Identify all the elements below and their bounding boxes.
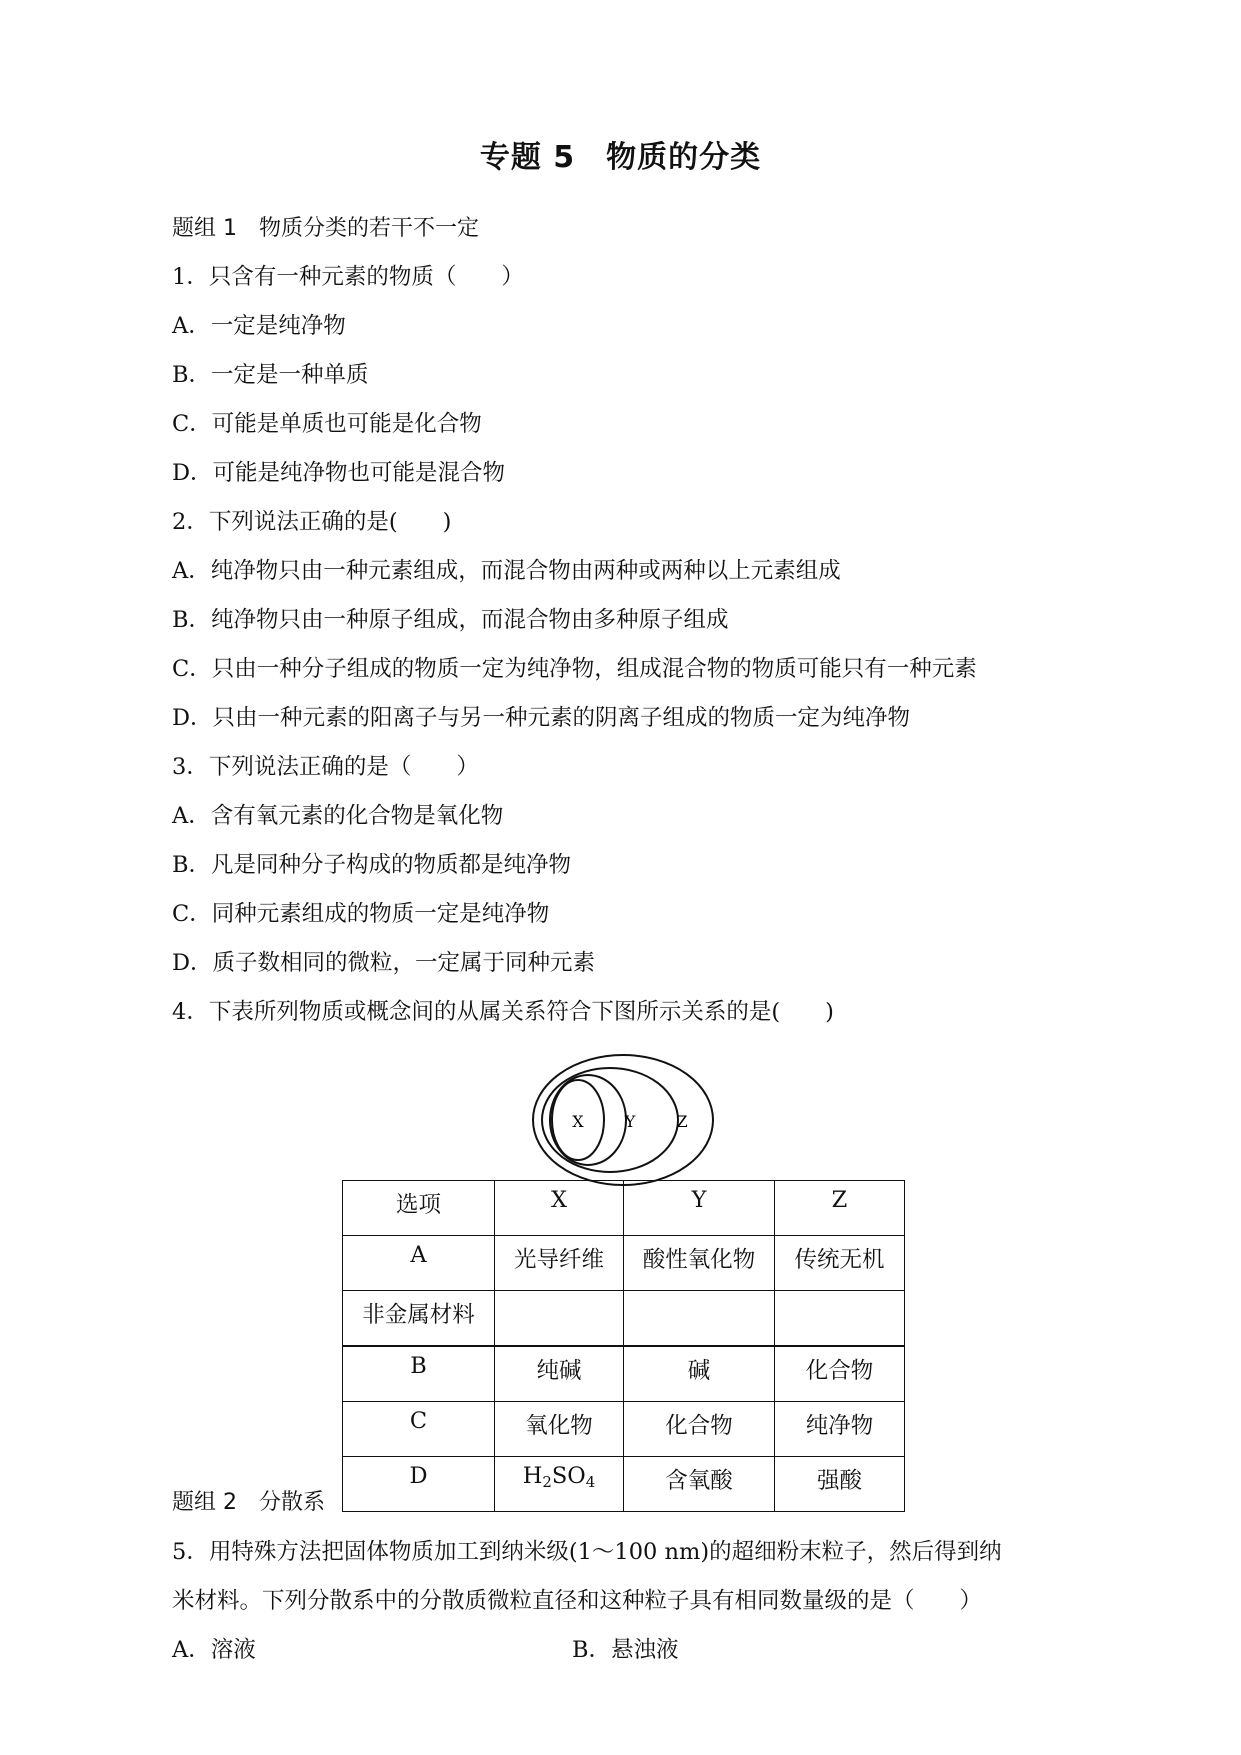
table-cell: 氧化物 <box>495 1402 624 1457</box>
table-cell: D <box>343 1457 495 1512</box>
table-cell: A <box>343 1236 495 1291</box>
table-header-cell: Z <box>775 1181 905 1236</box>
q2-option-d: D．只由一种元素的阳离子与另一种元素的阴离子组成的物质一定为纯净物 <box>172 705 911 731</box>
table-cell: B <box>343 1346 495 1402</box>
table-cell: 纯净物 <box>775 1402 905 1457</box>
formula-sub-4: 4 <box>585 1473 596 1491</box>
table-row <box>343 1346 905 1402</box>
q3-option-b: B．凡是同种分子构成的物质都是纯净物 <box>172 852 572 878</box>
formula-so: SO <box>551 1463 586 1489</box>
table-cell: 酸性氧化物 <box>624 1236 775 1291</box>
q2-stem: 2．下列说法正确的是( ) <box>172 509 452 535</box>
table-cell: 纯碱 <box>495 1346 624 1402</box>
table-cell: 光导纤维 <box>495 1236 624 1291</box>
table-cell <box>495 1291 624 1347</box>
q3-option-a: A．含有氧元素的化合物是氧化物 <box>172 803 504 829</box>
q2-option-b: B．纯净物只由一种原子组成，而混合物由多种原子组成 <box>172 607 729 633</box>
q3-stem: 3．下列说法正确的是（ ） <box>172 754 479 780</box>
table-cell <box>775 1291 905 1347</box>
table-header-cell: 选项 <box>343 1181 495 1236</box>
q5-option-a: A．溶液 <box>172 1637 256 1663</box>
table-row <box>343 1236 905 1291</box>
section-heading-group2: 题组 2 分散系 <box>172 1490 325 1515</box>
table-cell: 化合物 <box>775 1346 905 1402</box>
q1-option-c: C．可能是单质也可能是化合物 <box>172 411 482 437</box>
table-cell: 非金属材料 <box>343 1291 495 1347</box>
q2-option-c: C．只由一种分子组成的物质一定为纯净物，组成混合物的物质可能只有一种元素 <box>172 656 977 682</box>
table-cell: 碱 <box>624 1346 775 1402</box>
table-row <box>343 1457 905 1512</box>
table-cell: 含氧酸 <box>624 1457 775 1512</box>
table-cell: 传统无机 <box>775 1236 905 1291</box>
page-title: 专题 5 物质的分类 <box>479 140 762 175</box>
table-row <box>343 1402 905 1457</box>
q2-option-a: A．纯净物只由一种元素组成，而混合物由两种或两种以上元素组成 <box>172 558 841 584</box>
venn-label-z: Z <box>676 1112 688 1131</box>
table-header-row <box>343 1181 905 1236</box>
q1-stem: 1．只含有一种元素的物质（ ） <box>172 264 524 290</box>
q4-stem: 4．下表所列物质或概念间的从属关系符合下图所示关系的是( ) <box>172 999 834 1025</box>
q5-stem-line2: 米材料。下列分散系中的分散质微粒直径和这种粒子具有相同数量级的是（ ） <box>172 1588 983 1614</box>
table-cell: 强酸 <box>775 1457 905 1512</box>
q1-option-a: A．一定是纯净物 <box>172 313 346 339</box>
table-cell <box>624 1291 775 1347</box>
table-cell-formula <box>495 1457 624 1512</box>
q5-option-b: B．悬浊液 <box>572 1637 679 1663</box>
q5-stem-line1: 5．用特殊方法把固体物质加工到纳米级(1～100 nm)的超细粉末粒子，然后得到纳 <box>172 1539 1002 1565</box>
section-heading-group1: 题组 1 物质分类的若干不一定 <box>172 216 479 241</box>
formula-h: H <box>522 1463 543 1489</box>
table-cell: 化合物 <box>624 1402 775 1457</box>
venn-label-x: X <box>572 1112 584 1131</box>
table-header-cell: Y <box>624 1181 775 1236</box>
formula-sub-2: 2 <box>542 1473 552 1491</box>
table-header-cell: X <box>495 1181 624 1236</box>
venn-diagram <box>530 1050 716 1190</box>
table-row <box>343 1291 905 1347</box>
q3-option-c: C．同种元素组成的物质一定是纯净物 <box>172 901 550 927</box>
q1-option-b: B．一定是一种单质 <box>172 362 369 388</box>
q1-option-d: D．可能是纯净物也可能是混合物 <box>172 460 506 486</box>
q3-option-d: D．质子数相同的微粒，一定属于同种元素 <box>172 950 596 976</box>
venn-label-y: Y <box>624 1112 636 1131</box>
table-cell: C <box>343 1402 495 1457</box>
options-table <box>342 1180 905 1512</box>
